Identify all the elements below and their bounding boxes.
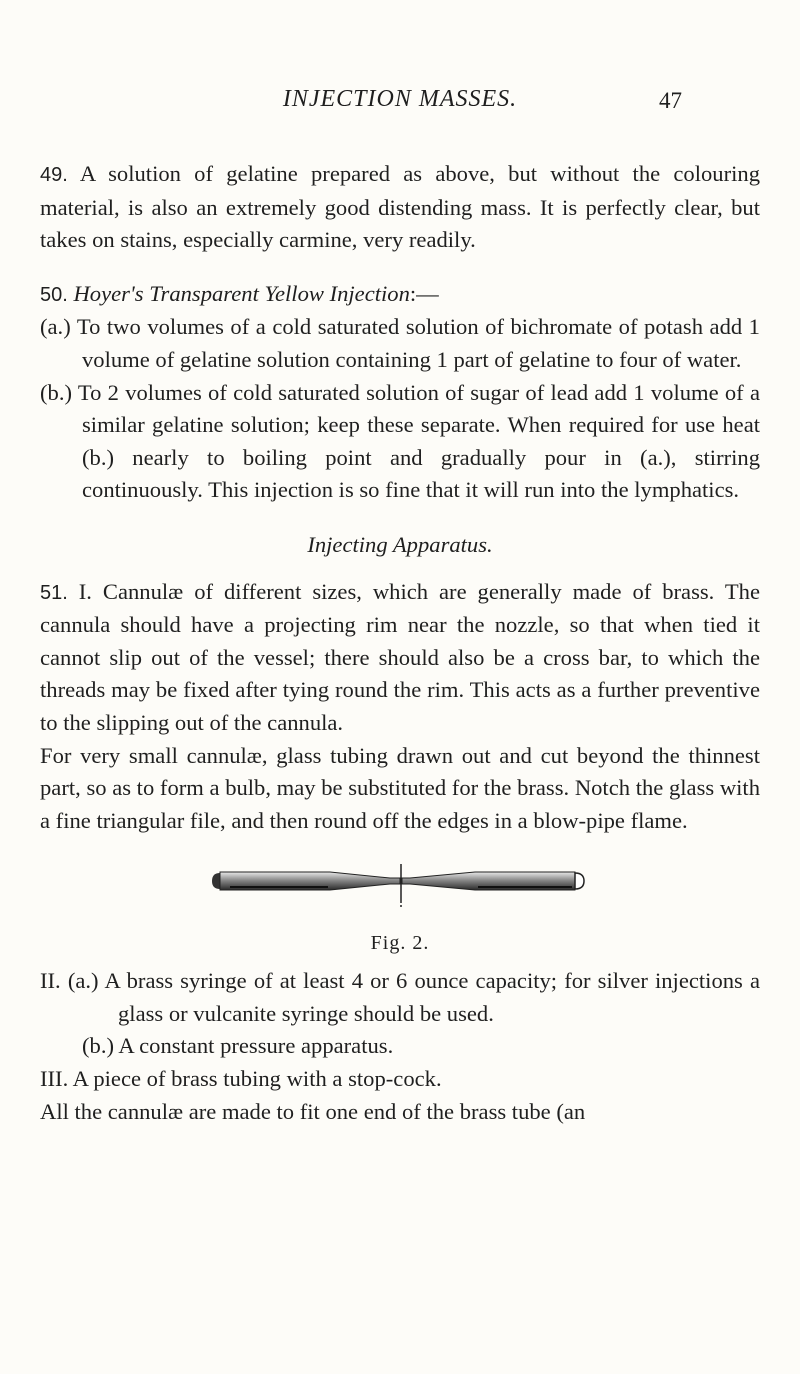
item-reference: (a.) (640, 444, 671, 470)
running-title: INJECTION MASSES. (282, 86, 518, 112)
body-text (40, 158, 760, 1128)
list-number: II. (40, 968, 61, 994)
cannula-illustration (210, 861, 590, 909)
item-text: A constant pressure apparatus. (118, 1033, 394, 1059)
running-head (0, 86, 800, 126)
list-item-ii-b (40, 1030, 760, 1063)
paragraph-number: 49. (40, 164, 68, 186)
recipe-title-suffix: :— (409, 280, 439, 306)
item-text: A brass syringe of at least 4 or 6 ounce capacity; for silver injections a glass or vulcanite syringe should be used. (104, 968, 760, 1026)
paragraph-51 (40, 576, 760, 740)
item-label: (b.) (82, 1033, 114, 1059)
item-label: (a.) (67, 968, 99, 994)
paragraph-50-heading (40, 278, 760, 312)
figure-2 (40, 853, 760, 965)
paragraph-number: 51. (40, 581, 68, 604)
item-text: To two volumes of a cold saturated solution of bichromate of potash add 1 volume of gelatine solution containing 1 part of gelatine to four of water. (76, 314, 760, 372)
closing-line (40, 1096, 760, 1129)
recipe-title: Hoyer's Transparent Yellow Injection (73, 280, 410, 306)
item-label: (a.) (40, 314, 71, 340)
item-text: To 2 volumes of cold saturated solution of sugar of lead add 1 volume of a similar gelatine solution; keep these separate. When required for use heat (77, 379, 760, 438)
page-number: 47 (659, 88, 682, 113)
paragraph-text: For very small cannulæ, glass tubing drawn out and cut beyond the thinnest part, so as to form a bulb, may be substituted for the brass. Notch the glass with a fine triangular file, and then round off the edges in a blow-pipe flame. (40, 742, 760, 833)
item-text: A piece of brass tubing with a stop-cock. (72, 1066, 442, 1092)
item-reference: (b.) (82, 444, 114, 470)
paragraph-50-a (40, 311, 760, 376)
paragraph-51-continued (40, 740, 760, 838)
figure-caption: Fig. 2. (370, 932, 430, 955)
section-heading: Injecting Apparatus. (307, 531, 493, 557)
paragraph-50-b (40, 377, 760, 507)
list-number: III. (40, 1066, 69, 1092)
item-text: nearly to boiling point and gradually pour in (132, 444, 622, 470)
item-label: (b.) (40, 379, 72, 405)
list-item-ii-a (40, 965, 760, 1030)
item-text: , stirring continuously. This injection is so fine that it will run into the lymphatics. (82, 444, 760, 503)
paragraph-text: A solution of gelatine prepared as above, but without the colouring material, is also an extremely good distending mass. It is perfectly clear, but takes on stains, especially carmine, very readily. (40, 161, 760, 253)
paragraph-text: All the cannulæ are made to fit one end of the brass tube (an (40, 1098, 586, 1124)
list-item-iii (40, 1063, 760, 1096)
paragraph-number: 50. (40, 283, 68, 306)
paragraph-text: I. Cannulæ of different sizes, which are generally made of brass. The cannula should have a projecting rim near the nozzle, so that when tied it cannot slip out of the vessel; there should also be a cross bar, to which the threads may be fixed after tying round the rim. This acts as a further preventive to the slipping out of the cannula. (40, 578, 760, 735)
paragraph-49 (40, 158, 760, 257)
